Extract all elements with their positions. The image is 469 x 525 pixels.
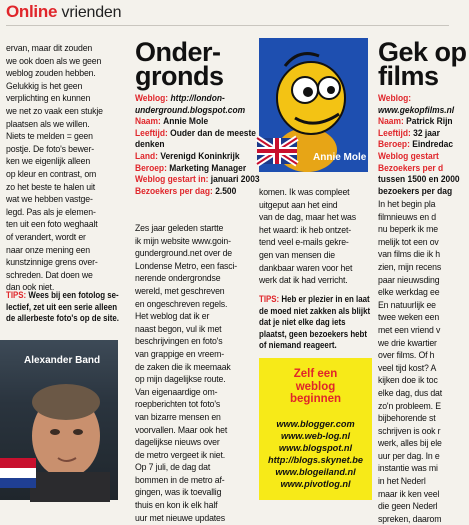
meta-value: Verenigd Koninkrijk (160, 149, 240, 161)
body-line: wat we hebben vastge- (6, 193, 93, 205)
meta-value: Eindredac (412, 138, 454, 150)
body-line: naar onze mening een (6, 243, 90, 255)
body-line: Gelukkig is het geen (6, 79, 83, 91)
body-line: we drie kwartier (378, 336, 437, 348)
body-line: we ook doen als we geen (6, 54, 102, 66)
meta-value: 2.500 (215, 184, 237, 196)
weblog-link[interactable]: www.blogspot.nl (278, 443, 353, 453)
article-meta-gek-op-films (378, 92, 469, 196)
weblog-link[interactable]: www.pivotlog.nl (280, 479, 351, 489)
column-3-text (259, 186, 371, 287)
tips-line: lectief, zet uit een serie alleen (6, 301, 118, 312)
body-line: ervan, maar dit zouden (6, 42, 93, 53)
body-line: tend veel e-mails gekre- (259, 236, 349, 248)
meta-label: Leeftijd: (135, 126, 168, 138)
box-title-line: beginnen (289, 393, 342, 405)
meta-link[interactable]: www.gekopfilms.nl (378, 103, 455, 115)
body-line: van bizarre mensen en (135, 410, 221, 422)
body-line: gunderground.net over de (135, 247, 232, 259)
uk-flag-icon (257, 138, 297, 164)
column-3-tips (259, 294, 377, 352)
body-line: dagelijkse nieuws over (135, 436, 220, 448)
body-line: veel tijd kost? A (378, 361, 437, 373)
body-line: thuis en kon ik elk half (135, 499, 218, 511)
column-4-clip (375, 28, 467, 524)
meta-value: tussen 1500 en 2000 (378, 173, 460, 185)
meta-label: Naam: (378, 115, 404, 127)
body-line: zo het beste te halen uit (6, 180, 96, 192)
body-line: nu beperk ik me (378, 223, 438, 235)
photo-caption: Alexander Band (24, 355, 101, 366)
body-line: werk, alles bij ele (378, 437, 442, 449)
body-line: legd. Pas als je elemen- (6, 205, 96, 217)
box-title-line: weblog (295, 380, 336, 393)
portrait-caption: Annie Mole (313, 152, 367, 163)
meta-value: januari 2003 (210, 173, 260, 185)
tips-line: plaatst, geen bezoekers hebt (259, 328, 368, 339)
body-line: bijbehorende st (378, 412, 436, 424)
body-line: En natuurlijk ee (378, 298, 436, 310)
body-line: die geen Nederl (378, 500, 438, 512)
body-line: in het Nederl (378, 475, 426, 487)
body-line: ik mijn website www.goin- (135, 234, 231, 246)
body-line: kijken doe ik toc (378, 374, 438, 386)
meta-label: Leeftijd: (378, 126, 411, 138)
body-line: voorvallen. Maar ook het (135, 423, 228, 435)
tips-line: de allerbeste foto's op de site. (6, 313, 119, 323)
body-line: bommen in de metro af- (135, 473, 225, 485)
body-line: komen. Ik was compleet (259, 186, 350, 197)
body-line: werk dat ik had verricht. (259, 274, 348, 286)
meta-value: Patrick Rijn (406, 115, 453, 127)
body-line: dan ook niet. (6, 281, 55, 293)
body-line: kunstzinnige grens over- (6, 256, 98, 268)
body-line: filmnieuws en d (378, 210, 437, 222)
body-line: de metro vergeet ik niet. (135, 448, 226, 460)
body-line: Van eigenaardige om- (135, 385, 218, 397)
meta-value: bezoekers per dag (378, 184, 453, 196)
body-line: ten uit een foto weghaalt (6, 218, 98, 230)
body-line: schreden. Dat doen we (6, 268, 93, 280)
meta-label: Bezoekers per dag: (135, 184, 213, 196)
column-4-text (378, 198, 447, 525)
body-line: het waard: ik heb ontzet- (259, 223, 351, 235)
body-line: of verandert, wordt er (6, 230, 86, 242)
column-1-text (6, 42, 126, 294)
tips-label: TIPS: (259, 294, 280, 304)
body-line: op mijn dagelijkse route. (135, 373, 226, 385)
body-line: Londense Metro, een fasci- (135, 259, 238, 271)
meta-value: 32 jaar (413, 126, 440, 138)
column-1-tips (6, 290, 131, 325)
meta-value: Ouder dan de meeste denken (135, 126, 256, 150)
title-line: films (378, 61, 439, 91)
body-line: melijk tot een ov (378, 235, 439, 247)
tips-line: Heb er plezier in en laat (281, 294, 370, 304)
body-line: In het begin pla (378, 198, 436, 209)
body-line: ken we eigenlijk alleen (6, 155, 91, 167)
body-line: weblog zouden hebben. (6, 67, 96, 79)
section-title-bold: Online (6, 2, 58, 21)
body-line: instantie was mi (378, 462, 438, 474)
tips-line: de moed niet zakken als blijkt (259, 305, 371, 316)
meta-label: Naam: (135, 115, 161, 127)
section-title-light: vrienden (61, 4, 122, 21)
body-line: zo'n probleem. E (378, 399, 441, 411)
body-line: naast begon, vul ik met (135, 322, 222, 334)
tips-line: dat je niet elke dag iets (259, 317, 346, 327)
body-line: met een vriend v (378, 323, 441, 335)
column-2-text (135, 222, 255, 524)
body-line: uur per dag. In e (378, 449, 440, 461)
tips-line: of niemand reageert. (259, 340, 337, 350)
weblog-link[interactable]: www.web-log.nl (280, 431, 351, 441)
body-line: Niets te melden = geen (6, 130, 93, 142)
body-line: van de dag, maar het was (259, 211, 356, 223)
body-line: zien, mijn recens (378, 260, 442, 272)
body-line: elke dag, dus dat (378, 386, 443, 398)
article-meta-ondergronds (135, 92, 260, 196)
meta-label: Beroep: (135, 161, 167, 173)
box-title-line: Zelf een (293, 368, 338, 380)
dutch-flag-icon (0, 458, 36, 488)
meta-label: Weblog gestart in: (135, 173, 209, 185)
section-header (6, 2, 121, 24)
weblog-link[interactable]: http://blogs.skynet.be (268, 455, 363, 465)
body-line: uitgeput aan het eind (259, 198, 338, 210)
meta-label: Weblog: (135, 92, 169, 103)
body-line: op kleur en contrast, om (6, 167, 97, 179)
meta-label: Weblog gestart (378, 149, 439, 161)
body-line: spreken, daarom (378, 512, 442, 524)
meta-label: Beroep: (378, 138, 410, 150)
body-line: paar nieuwsding (378, 273, 440, 285)
body-line: schrijven is ook r (378, 424, 441, 436)
body-line: nerende ondergrondse (135, 272, 221, 284)
meta-label: Bezoekers per d (378, 161, 444, 173)
title-line: Onder- (135, 37, 221, 67)
title-line: Gek op (378, 37, 467, 67)
body-line: gingen, was ik toevallig (135, 486, 222, 498)
portrait-photo-alexander (0, 340, 118, 500)
body-line: wereld, met geschreven (135, 284, 225, 296)
body-line: Het weblog dat ik er (135, 310, 210, 322)
body-line: en ongeschreven regels. (135, 297, 228, 309)
body-line: we net zo vaak een stukje (6, 104, 103, 116)
weblog-link[interactable]: www.blogger.com (276, 419, 355, 429)
meta-value: Marketing Manager (169, 161, 247, 173)
body-line: over films. Of h (378, 349, 435, 361)
body-line: postje. De foto's bewer- (6, 142, 94, 154)
weblog-link[interactable]: www.blogeiland.nl (275, 467, 356, 477)
article-title-gek-op-films (378, 37, 467, 91)
meta-label: Land: (135, 149, 158, 161)
body-line: uur met nieuwe updates (135, 511, 225, 523)
tips-line: Wees bij een fotolog se- (28, 290, 119, 300)
article-title-ondergronds (135, 37, 255, 91)
body-line: maar ik ken veel (378, 487, 440, 499)
body-line: twee weken een (378, 311, 440, 323)
body-line: van films die ik h (378, 248, 440, 260)
body-line: Op 7 juli, de dag dat (135, 461, 211, 473)
portrait-illustration-annie (259, 38, 368, 172)
body-line: de zaken die ik meemaak (135, 360, 231, 372)
body-line: beschrijvingen en foto's (135, 335, 223, 347)
body-line: elke werkdag ee (378, 286, 440, 298)
meta-label: Weblog: (378, 92, 412, 103)
body-line: Zes jaar geleden startte (135, 222, 224, 233)
body-line: verplichting en kunnen (6, 92, 91, 104)
body-line: gen van mensen die (259, 248, 336, 260)
body-line: dankbaar waren voor het (259, 261, 353, 273)
body-line: van grappige en vreem- (135, 347, 225, 359)
body-line: plaatsen als we willen. (6, 117, 90, 129)
header-divider (6, 25, 449, 26)
body-line: roepberichten tot foto's (135, 398, 221, 410)
meta-value: Annie Mole (163, 115, 209, 127)
tips-label: TIPS: (6, 290, 27, 300)
weblog-links-box (259, 358, 372, 500)
meta-link[interactable]: http://london-underground.blogspot.com (135, 92, 246, 115)
title-line: gronds (135, 61, 224, 91)
